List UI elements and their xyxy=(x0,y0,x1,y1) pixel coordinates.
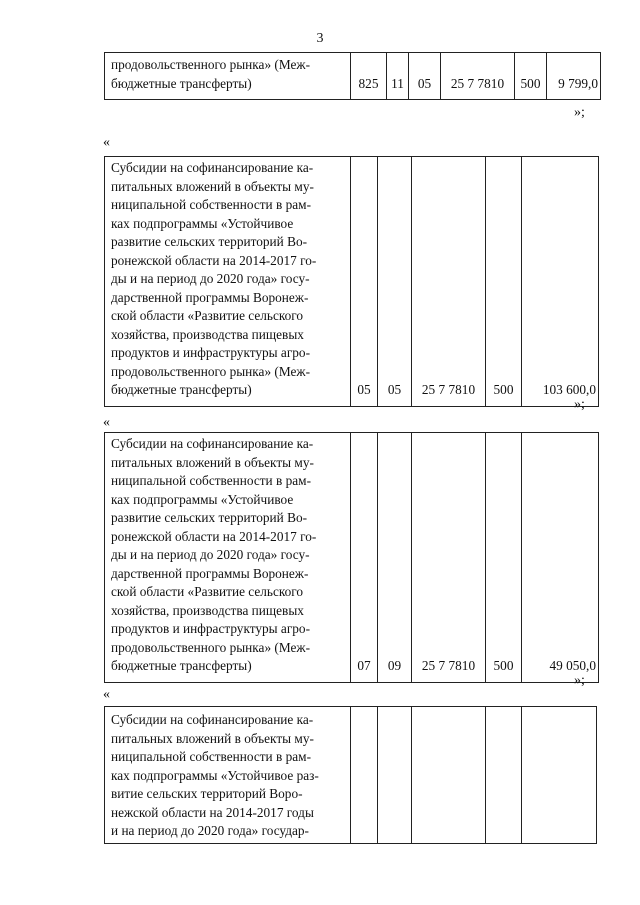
subsection-code: 05 xyxy=(409,53,441,100)
page-number: 3 xyxy=(316,31,324,46)
target-article-code xyxy=(412,707,486,844)
subsection-code xyxy=(378,707,412,844)
opening-quote: « xyxy=(103,415,110,430)
table-row xyxy=(105,157,599,407)
budget-table-1 xyxy=(104,52,601,100)
target-article-code: 25 7 7810 xyxy=(412,157,486,407)
closing-quote: »; xyxy=(574,397,585,412)
section-code: 05 xyxy=(351,157,378,407)
target-article-code: 25 7 7810 xyxy=(412,433,486,683)
subsection-code: 09 xyxy=(378,433,412,683)
table-row xyxy=(105,433,599,683)
section-code: 07 xyxy=(351,433,378,683)
target-article-code: 25 7 7810 xyxy=(441,53,515,100)
expense-type-code: 500 xyxy=(486,157,522,407)
amount: 103 600,0 xyxy=(522,157,599,407)
budget-table-4 xyxy=(104,706,597,844)
table-row xyxy=(105,707,597,844)
closing-quote: »; xyxy=(574,673,585,688)
section-code xyxy=(351,707,378,844)
amount xyxy=(522,707,597,844)
section-code: 11 xyxy=(387,53,409,100)
row-description: Субсидии на софинансирование ка- питальных вложений в объекты му- ниципальной собственности в рам- ках подпрограммы «Устойчивое раз- витие сельских территорий Воро- нежской области на 2014-2017 годы и на период до 2020 года» государ- xyxy=(105,707,351,844)
row-description: Субсидии на софинансирование ка- питальных вложений в объекты му- ниципальной собственности в рам- ках подпрограммы «Устойчивое развитие сельских территорий Во- ронежской области на 2014-2017 го- ды и на период до 2020 года» госу- дарственной программы Воронеж- ской области «Развитие сельского хозяйства, производства пищевых продуктов и инфраструктуры агро- продовольственного рынка» (Меж- бюджетные трансферты) xyxy=(105,433,351,683)
row-description: продовольственного рынка» (Меж- бюджетные трансферты) xyxy=(105,53,351,100)
ministry-code: 825 xyxy=(351,53,387,100)
table-row xyxy=(105,53,601,100)
opening-quote: « xyxy=(103,687,110,702)
closing-quote: »; xyxy=(574,105,585,120)
amount: 49 050,0 xyxy=(522,433,599,683)
budget-table-2 xyxy=(104,156,599,407)
opening-quote: « xyxy=(103,135,110,150)
expense-type-code xyxy=(486,707,522,844)
expense-type-code: 500 xyxy=(486,433,522,683)
amount: 9 799,0 xyxy=(547,53,601,100)
subsection-code: 05 xyxy=(378,157,412,407)
expense-type-code: 500 xyxy=(515,53,547,100)
row-description: Субсидии на софинансирование ка- питальных вложений в объекты му- ниципальной собственности в рам- ках подпрограммы «Устойчивое развитие сельских территорий Во- ронежской области на 2014-2017 го- ды и на период до 2020 года» госу- дарственной программы Воронеж- ской области «Развитие сельского хозяйства, производства пищевых продуктов и инфраструктуры агро- продовольственного рынка» (Меж- бюджетные трансферты) xyxy=(105,157,351,407)
budget-table-3 xyxy=(104,432,599,683)
